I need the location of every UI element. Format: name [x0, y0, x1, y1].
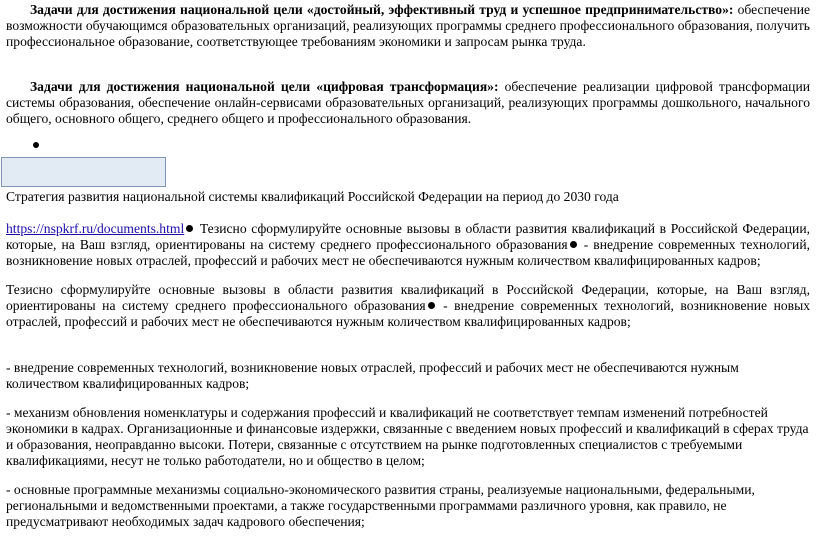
challenges-paragraph [6, 282, 810, 330]
link-paragraph-text: Тезисно сформулируйте основные вызовы в области развития квалификаций в Российской Федерации, которые, на Ваш взгляд, ориентированы на систему среднего профессионального образования [6, 221, 810, 252]
link-paragraph-tail: - внедрение современных технологий, возникновение новых отраслей, профессий и рабочих мест не обеспечиваются нужным количеством квалифицированных кадров; [6, 237, 811, 268]
link-paragraph [6, 221, 810, 269]
nspk-documents-link[interactable]: https://nspkrf.ru/documents.html [6, 221, 185, 236]
section1-text: обеспечение возможности обучающимся образовательных организаций, реализующих программы среднего профессионального образования, получить профессиональное образование, соответствующее требованиям экономики и запросам рынка труда. [6, 2, 810, 49]
bullet-icon [33, 142, 39, 148]
challenges-text: Тезисно сформулируйте основные вызовы в области развития квалификаций в Российской Федерации, которые, на Ваш взгляд, ориентированы на систему среднего профессионального образования [6, 282, 810, 313]
bullet-icon [570, 241, 577, 248]
list-item: - внедрение современных технологий, возникновение новых отраслей, профессий и рабочих мест не обеспечиваются нужным количеством квалифицированных кадров; [6, 360, 739, 391]
text-box-shape[interactable] [1, 157, 166, 187]
bullet-icon [186, 225, 193, 232]
list-item: - основные программные механизмы социально-экономического развития страны, реализуемые национальными, федеральными, региональными и ведомственными проектами, а также государственными программами различного уровня, как правило, не предусматривают необходимых задач кадрового обеспечения; [6, 482, 755, 529]
bullet-icon [428, 302, 435, 309]
list-item: - механизм обновления номенклатуры и содержания профессий и квалификаций не соответствует темпам изменений потребностей экономики в кадрах. Организационные и финансовые издержки, связанные с введением новых профессий и квалификаций в сферах труда и образования, неоправданно высоки. Потери, связанные с отсутствием на рынке подготовленных специалистов с требуемыми квалификациями, несут не только работодатели, но и общество в целом; [6, 405, 809, 468]
section-digital-economy-tasks [6, 2, 810, 50]
section2-text: обеспечение реализации цифровой трансформации системы образования, обеспечение онлайн-сервисами образовательных организаций, реализующих программы дошкольного, начального общего, основного общего, среднего общего и профессионального образования. [6, 79, 810, 126]
section1-heading: Задачи для достижения национальной цели «достойный, эффективный труд и успешное предпринимательство»: [30, 2, 734, 17]
strategy-title: Стратегия развития национальной системы квалификаций Российской Федерации на период до 2030 года [6, 189, 619, 204]
section2-heading: Задачи для достижения национальной цели «цифровая трансформация»: [30, 79, 499, 94]
section-digital-transformation-tasks [6, 79, 810, 127]
challenges-tail: - внедрение современных технологий, возникновение новых отраслей, профессий и рабочих мест не обеспечиваются нужным количеством квалифицированных кадров; [6, 298, 810, 329]
